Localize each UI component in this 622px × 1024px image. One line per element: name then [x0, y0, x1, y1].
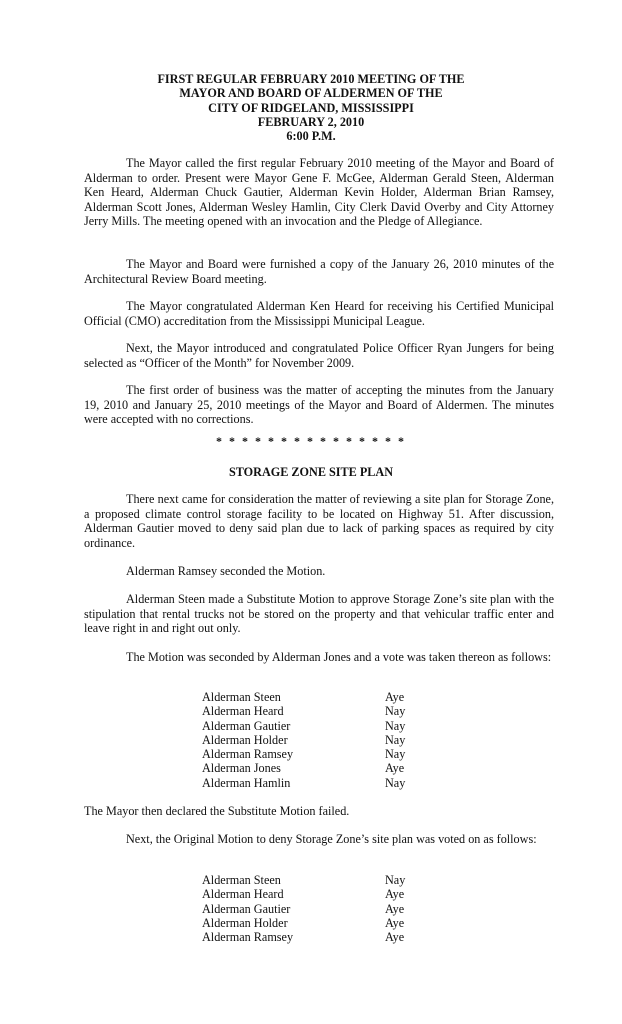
header-line-1: FIRST REGULAR FEBRUARY 2010 MEETING OF THE: [157, 72, 465, 86]
vote-value: Nay: [385, 732, 406, 747]
paragraph-cmo-congratulations: [84, 299, 554, 328]
header-line-2: MAYOR AND BOARD OF ALDERMEN OF THE: [179, 86, 443, 101]
section-title: STORAGE ZONE SITE PLAN: [228, 465, 393, 479]
vote-table-substitute: [202, 690, 442, 790]
paragraph-text: Next, the Original Motion to deny Storage Zone’s site plan was voted on as follows:: [126, 832, 537, 846]
vote-value: Aye: [385, 690, 405, 704]
paragraph-minutes-accepted: [84, 383, 554, 427]
paragraph-substitute-motion: [84, 592, 554, 636]
vote-value: Nay: [385, 718, 406, 733]
vote-row: [202, 690, 442, 704]
vote-value: Nay: [385, 873, 406, 887]
paragraph-review-board-minutes: [84, 257, 554, 286]
vote-row: [202, 873, 442, 887]
vote-row: [202, 747, 442, 761]
vote-value: Aye: [385, 901, 405, 916]
vote-row: [202, 719, 442, 733]
vote-name: Alderman Heard: [202, 704, 284, 719]
paragraph-text: The Mayor then declared the Substitute Motion failed.: [84, 804, 350, 818]
vote-name: Alderman Ramsey: [202, 747, 294, 762]
paragraph-ramsey-second: [84, 564, 554, 579]
vote-value: Aye: [385, 930, 405, 945]
paragraph-text: Alderman Ramsey seconded the Motion.: [126, 564, 326, 578]
paragraph-site-plan: [84, 492, 554, 550]
vote-name: Alderman Heard: [202, 887, 284, 902]
section-separator: * * * * * * * * * * * * * * *: [216, 434, 406, 448]
vote-name: Alderman Ramsey: [202, 930, 294, 945]
header-line-4: FEBRUARY 2, 2010: [257, 114, 365, 129]
vote-name: Alderman Steen: [202, 873, 281, 887]
meeting-header: [0, 72, 622, 143]
paragraph-vote-intro: [84, 650, 554, 665]
paragraph-original-motion: [84, 832, 554, 847]
vote-name: Alderman Holder: [202, 732, 288, 747]
paragraph-text: Alderman Steen made a Substitute Motion to approve Storage Zone’s site plan with the stipulation that rental trucks not be stored on the property and that vehicular traffic enter and leave right in and right out only.: [84, 592, 554, 636]
vote-value: Nay: [385, 704, 406, 719]
paragraph-officer-of-month: [84, 341, 554, 370]
vote-name: Alderman Hamlin: [202, 775, 291, 790]
vote-row: [202, 916, 442, 930]
vote-name: Alderman Gautier: [202, 901, 291, 916]
vote-row: [202, 776, 442, 790]
vote-name: Alderman Gautier: [202, 718, 291, 733]
paragraph-text: The Motion was seconded by Alderman Jones and a vote was taken thereon as follows:: [126, 650, 552, 664]
paragraph-substitute-failed: [84, 804, 554, 819]
paragraph-text: The first order of business was the matter of accepting the minutes from the January 19, 2010 and January 25, 2010 meetings of the Mayor and Board of Aldermen. The minutes were accepted with no corrections.: [84, 383, 554, 427]
paragraph-call-to-order: [84, 156, 554, 229]
paragraph-text: The Mayor and Board were furnished a copy of the January 26, 2010 minutes of the Architectural Review Board meeting.: [84, 257, 554, 286]
paragraph-text: Next, the Mayor introduced and congratulated Police Officer Ryan Jungers for being selected as “Officer of the Month” for November 2009.: [84, 341, 554, 370]
vote-value: Aye: [385, 887, 405, 902]
vote-name: Alderman Holder: [202, 915, 288, 930]
vote-row: [202, 902, 442, 916]
vote-row: [202, 704, 442, 718]
vote-value: Aye: [385, 761, 405, 776]
vote-row: [202, 733, 442, 747]
vote-row: [202, 930, 442, 944]
vote-row: [202, 761, 442, 775]
vote-name: Alderman Steen: [202, 690, 281, 704]
paragraph-text: The Mayor congratulated Alderman Ken Heard for receiving his Certified Municipal Official (CMO) accreditation from the Mississippi Municipal League.: [84, 299, 554, 328]
vote-value: Nay: [385, 775, 406, 790]
vote-name: Alderman Jones: [202, 761, 281, 776]
header-line-3: CITY OF RIDGELAND, MISSISSIPPI: [208, 100, 414, 115]
header-line-5: 6:00 P.M.: [286, 129, 336, 144]
paragraph-text: The Mayor called the first regular February 2010 meeting of the Mayor and Board of Alderman to order. Present were Mayor Gene F. McGee, Alderman Gerald Steen, Alderman Ken Heard, Alderman Chuck Gautier, Alderman Kevin Holder, Alderman Brian Ramsey, Alderman Scott Jones, Alderman Wesley Hamlin, City Clerk David Overby and City Attorney Jerry Mills. The meeting opened with an invocation and the Pledge of Allegiance.: [84, 156, 554, 229]
paragraph-text: There next came for consideration the matter of reviewing a site plan for Storage Zone, a proposed climate control storage facility to be located on Highway 51. After discussion, Alderman Gautier moved to deny said plan due to lack of parking spaces as required by city ordinance.: [84, 492, 554, 550]
vote-row: [202, 887, 442, 901]
vote-value: Nay: [385, 747, 406, 762]
vote-table-original: [202, 873, 442, 944]
vote-value: Aye: [385, 915, 405, 930]
